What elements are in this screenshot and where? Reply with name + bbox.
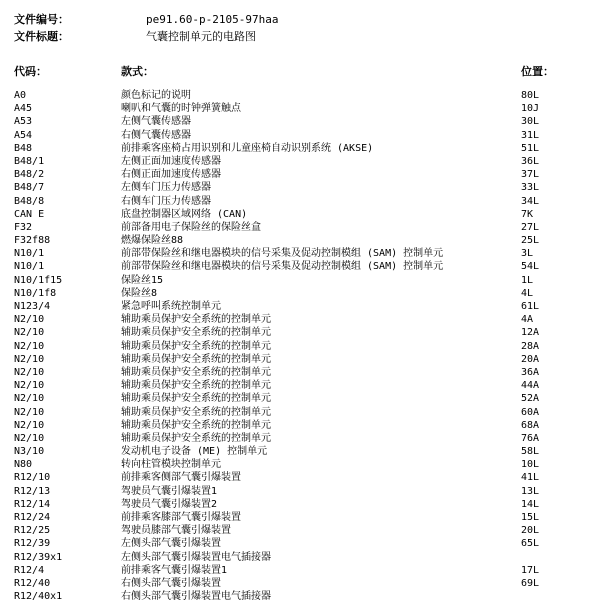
row-code: N10/1f15 [14, 274, 63, 286]
row-code: R12/25 [14, 525, 51, 537]
row-description: 驾驶员气囊引爆装置2 [121, 498, 218, 510]
table-row [0, 379, 604, 392]
row-code: A53 [14, 116, 33, 128]
row-code: B48/1 [14, 155, 45, 167]
table-row [0, 181, 604, 194]
row-description: 左侧头部气囊引爆装置 [121, 538, 221, 550]
table-row [0, 208, 604, 221]
row-position: 54L [521, 261, 540, 273]
row-description: 辅助乘员保护安全系统的控制单元 [121, 327, 271, 339]
row-position: 65L [521, 538, 540, 550]
table-row [0, 551, 604, 564]
table-row [0, 471, 604, 484]
row-position: 10J [521, 103, 540, 115]
row-code: N2/10 [14, 353, 45, 365]
meta-label: 文件标题： [14, 30, 69, 43]
row-code: R12/4 [14, 564, 45, 576]
row-description: 前排乘客侧部气囊引爆装置 [121, 472, 241, 484]
row-description: 前部带保险丝和继电器模块的信号采集及促动控制模组 (SAM) 控制单元 [121, 261, 444, 273]
row-code: CAN E [14, 208, 45, 220]
row-description: 前排乘客膝部气囊引爆装置 [121, 512, 241, 523]
row-code: F32 [14, 221, 33, 233]
row-description: 辅助乘员保护安全系统的控制单元 [121, 406, 271, 418]
row-description: 底盘控制器区域网络 (CAN) [121, 208, 248, 220]
row-description: 颜色标记的说明 [121, 90, 191, 101]
row-code: N2/10 [14, 419, 45, 431]
row-code: N10/1 [14, 261, 45, 273]
table-row [0, 274, 604, 287]
row-code: B48/7 [14, 182, 45, 194]
row-position: 4A [521, 314, 534, 326]
table-row [0, 115, 604, 128]
table-row [0, 498, 604, 511]
row-description: 前部带保险丝和继电器模块的信号采集及促动控制模组 (SAM) 控制单元 [121, 248, 444, 260]
table-row [0, 445, 604, 458]
row-code: F32f88 [14, 235, 51, 247]
table-row [0, 326, 604, 339]
row-description: 辅助乘员保护安全系统的控制单元 [121, 366, 271, 378]
table-row [0, 195, 604, 208]
row-position: 28A [521, 340, 540, 352]
row-code: A54 [14, 129, 33, 141]
row-position: 13L [521, 485, 540, 497]
row-code: N2/10 [14, 340, 45, 352]
row-position: 3L [521, 248, 534, 260]
header-position: 位置： [521, 65, 554, 78]
table-row [0, 102, 604, 115]
table-row [0, 353, 604, 366]
row-code: N2/10 [14, 393, 45, 405]
row-code: R12/13 [14, 485, 51, 497]
row-description: 辅助乘员保护安全系统的控制单元 [121, 353, 271, 365]
row-description: 发动机电子设备 (ME) 控制单元 [121, 446, 268, 458]
table-row [0, 142, 604, 155]
row-position: 58L [521, 446, 540, 458]
meta-label: 文件编号： [14, 13, 69, 26]
row-description: 驾驶员气囊引爆装置1 [121, 485, 218, 497]
row-code: R12/14 [14, 498, 51, 510]
row-description: 驾驶员膝部气囊引爆装置 [121, 525, 231, 537]
row-code: N2/10 [14, 406, 45, 418]
table-row [0, 577, 604, 590]
row-description: 辅助乘员保护安全系统的控制单元 [121, 314, 271, 326]
table-row [0, 392, 604, 405]
row-code: N2/10 [14, 366, 45, 378]
row-position: 17L [521, 564, 540, 576]
table-row [0, 485, 604, 498]
row-position: 36A [521, 366, 540, 378]
row-position: 25L [521, 235, 540, 247]
row-description: 前部备用电子保险丝的保险丝盒 [121, 221, 261, 233]
row-position: 69L [521, 577, 540, 589]
row-description: 燃爆保险丝88 [121, 235, 184, 247]
table-row [0, 432, 604, 445]
row-code: A45 [14, 103, 33, 115]
row-description: 右侧正面加速度传感器 [121, 169, 221, 181]
table-row [0, 300, 604, 313]
row-description: 右侧车门压力传感器 [121, 195, 211, 207]
table-row [0, 287, 604, 300]
row-position: 52A [521, 393, 540, 405]
row-code: N80 [14, 459, 33, 471]
table-row [0, 590, 604, 603]
table-row [0, 564, 604, 577]
header-description: 款式： [121, 65, 154, 78]
row-position: 61L [521, 301, 540, 312]
row-description: 辅助乘员保护安全系统的控制单元 [121, 380, 271, 392]
row-position: 44A [521, 380, 540, 392]
row-code: N2/10 [14, 432, 45, 444]
table-row [0, 340, 604, 353]
row-description: 右侧头部气囊引爆装置电气插接器 [121, 591, 271, 603]
row-description: 辅助乘员保护安全系统的控制单元 [121, 432, 271, 444]
row-description: 右侧头部气囊引爆装置 [121, 577, 221, 589]
row-code: B48/8 [14, 195, 45, 207]
row-code: R12/39x1 [14, 551, 63, 563]
row-code: R12/40 [14, 577, 51, 589]
row-description: 保险丝8 [121, 287, 158, 299]
row-code: N123/4 [14, 301, 51, 312]
table-row [0, 234, 604, 247]
row-code: N10/1 [14, 248, 45, 260]
row-description: 转向柱管模块控制单元 [121, 459, 221, 471]
row-position: 34L [521, 195, 540, 207]
row-position: 1L [521, 274, 534, 286]
row-code: R12/40x1 [14, 591, 63, 603]
row-position: 51L [521, 142, 540, 154]
row-description: 辅助乘员保护安全系统的控制单元 [121, 419, 271, 431]
row-position: 68A [521, 419, 540, 431]
row-position: 10L [521, 459, 540, 471]
row-position: 30L [521, 116, 540, 128]
table-row [0, 313, 604, 326]
row-code: B48 [14, 142, 33, 154]
row-position: 4L [521, 287, 534, 299]
table-row [0, 537, 604, 550]
row-code: R12/10 [14, 472, 51, 484]
row-position: 76A [521, 432, 540, 444]
row-code: N3/10 [14, 446, 45, 458]
row-position: 15L [521, 512, 540, 523]
meta-value: 气囊控制单元的电路图 [146, 30, 256, 43]
row-code: N2/10 [14, 314, 45, 326]
row-position: 20L [521, 525, 540, 537]
row-description: 左侧车门压力传感器 [121, 182, 211, 194]
table-row [0, 524, 604, 537]
row-position: 12A [521, 327, 540, 339]
row-description: 前排乘客气囊引爆装置1 [121, 564, 228, 576]
row-code: R12/24 [14, 512, 51, 523]
row-description: 左侧气囊传感器 [121, 116, 191, 128]
row-code: N2/10 [14, 380, 45, 392]
row-description: 前排乘客座椅占用识别和儿童座椅自动识别系统 (AKSE) [121, 142, 374, 154]
table-row [0, 406, 604, 419]
table-row [0, 419, 604, 432]
row-position: 7K [521, 208, 534, 220]
table-row [0, 129, 604, 142]
row-position: 36L [521, 155, 540, 167]
row-position: 20A [521, 353, 540, 365]
row-position: 60A [521, 406, 540, 418]
table-row [0, 260, 604, 273]
header-code: 代码： [14, 65, 47, 78]
row-position: 14L [521, 498, 540, 510]
row-description: 左侧头部气囊引爆装置电气插接器 [121, 551, 271, 563]
row-position: 33L [521, 182, 540, 194]
row-position: 80L [521, 90, 540, 101]
row-position: 37L [521, 169, 540, 181]
table-row [0, 168, 604, 181]
table-header [0, 64, 604, 80]
row-description: 辅助乘员保护安全系统的控制单元 [121, 393, 271, 405]
component-table [0, 89, 604, 603]
row-description: 喇叭和气囊的时钟弹簧触点 [121, 103, 241, 115]
row-code: A0 [14, 90, 27, 101]
row-position: 27L [521, 221, 540, 233]
row-description: 左侧正面加速度传感器 [121, 155, 221, 167]
table-row [0, 511, 604, 524]
row-code: N10/1f8 [14, 287, 57, 299]
table-row [0, 247, 604, 260]
table-row [0, 458, 604, 471]
table-row [0, 221, 604, 234]
row-description: 右侧气囊传感器 [121, 129, 191, 141]
row-position: 41L [521, 472, 540, 484]
row-code: N2/10 [14, 327, 45, 339]
table-row [0, 155, 604, 168]
row-description: 紧急呼叫系统控制单元 [121, 301, 221, 312]
row-description: 保险丝15 [121, 274, 164, 286]
row-code: R12/39 [14, 538, 51, 550]
table-row [0, 366, 604, 379]
row-code: B48/2 [14, 169, 45, 181]
meta-value: pe91.60-p-2105-97haa [146, 13, 279, 26]
row-position: 31L [521, 129, 540, 141]
table-row [0, 89, 604, 102]
row-description: 辅助乘员保护安全系统的控制单元 [121, 340, 271, 352]
